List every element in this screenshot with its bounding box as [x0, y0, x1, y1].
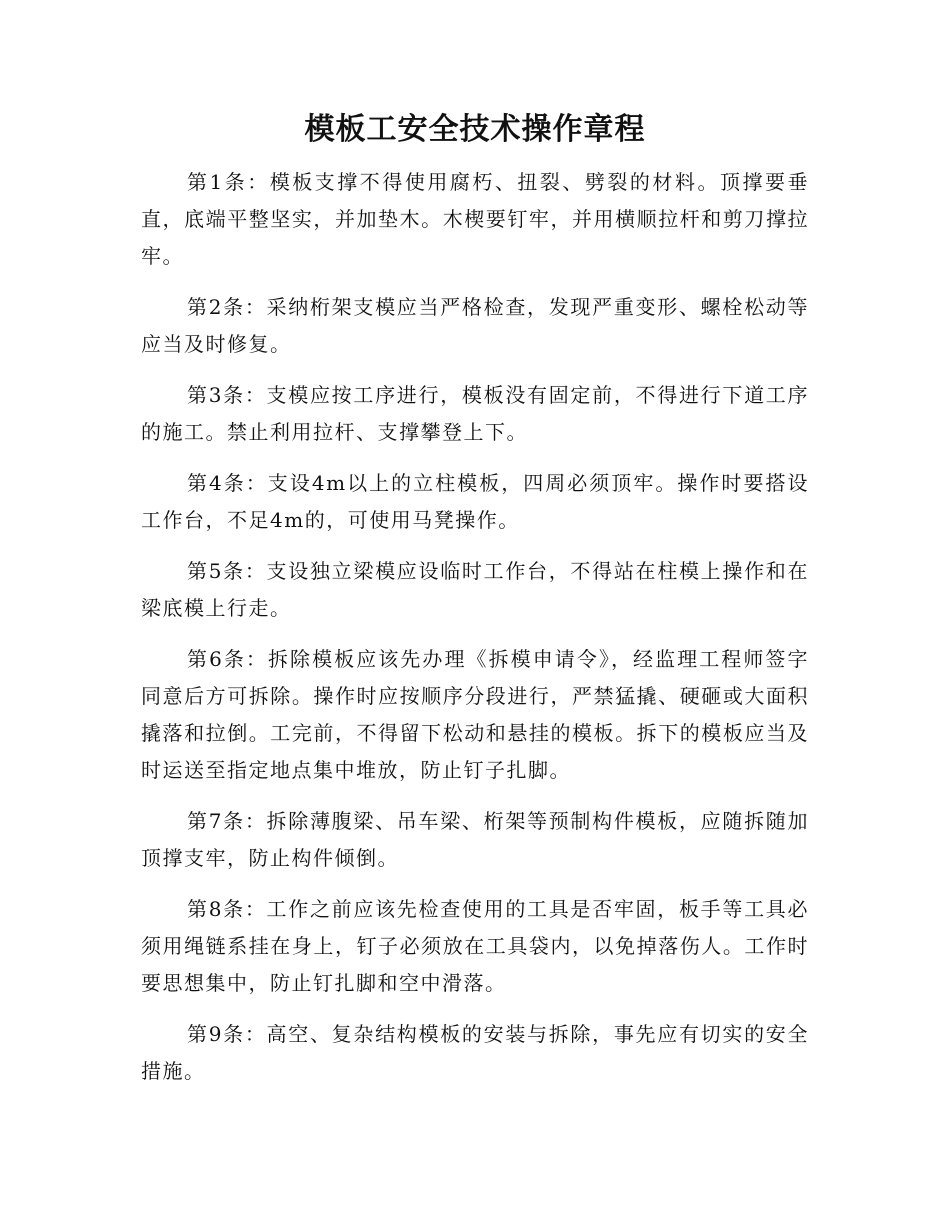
- document-body: [141, 164, 809, 1104]
- paragraph-article-5: 第5条：支设独立梁模应设临时工作台，不得站在柱模上操作和在梁底模上行走。: [141, 559, 809, 620]
- paragraph-article-7: 第7条：拆除薄腹梁、吊车梁、桁架等预制构件模板，应随拆随加顶撑支牢，防止构件倾倒。: [141, 809, 809, 870]
- paragraph-article-8: 第8条：工作之前应该先检查使用的工具是否牢固，板手等工具必须用绳链系挂在身上，钉子必须放在工具袋内，以免掉落伤人。工作时要思想集中，防止钉扎脚和空中滑落。: [141, 897, 809, 995]
- paragraph-article-6: 第6条：拆除模板应该先办理《拆模申请令》，经监理工程师签字同意后方可拆除。操作时应按顺序分段进行，严禁猛撬、硬砸或大面积撬落和拉倒。工完前，不得留下松动和悬挂的模板。拆下的模板应当及时运送至指定地点集中堆放，防止钉子扎脚。: [141, 647, 809, 782]
- paragraph-article-2: 第2条：采纳桁架支模应当严格检查，发现严重变形、螺栓松动等应当及时修复。: [141, 295, 809, 356]
- document-title: 模板工安全技术操作章程: [304, 112, 646, 147]
- paragraph-article-4: 第4条：支设4m以上的立柱模板，四周必须顶牢。操作时要搭设工作台，不足4m的，可使用马凳操作。: [141, 471, 809, 532]
- paragraph-article-3: 第3条：支模应按工序进行，模板没有固定前，不得进行下道工序的施工。禁止利用拉杆、支撑攀登上下。: [141, 383, 809, 444]
- paragraph-article-9: 第9条：高空、复杂结构模板的安装与拆除，事先应有切实的安全措施。: [141, 1022, 809, 1083]
- paragraph-article-1: 第1条：模板支撑不得使用腐朽、扭裂、劈裂的材料。顶撑要垂直，底端平整坚实，并加垫木。木楔要钉牢，并用横顺拉杆和剪刀撑拉牢。: [141, 170, 809, 268]
